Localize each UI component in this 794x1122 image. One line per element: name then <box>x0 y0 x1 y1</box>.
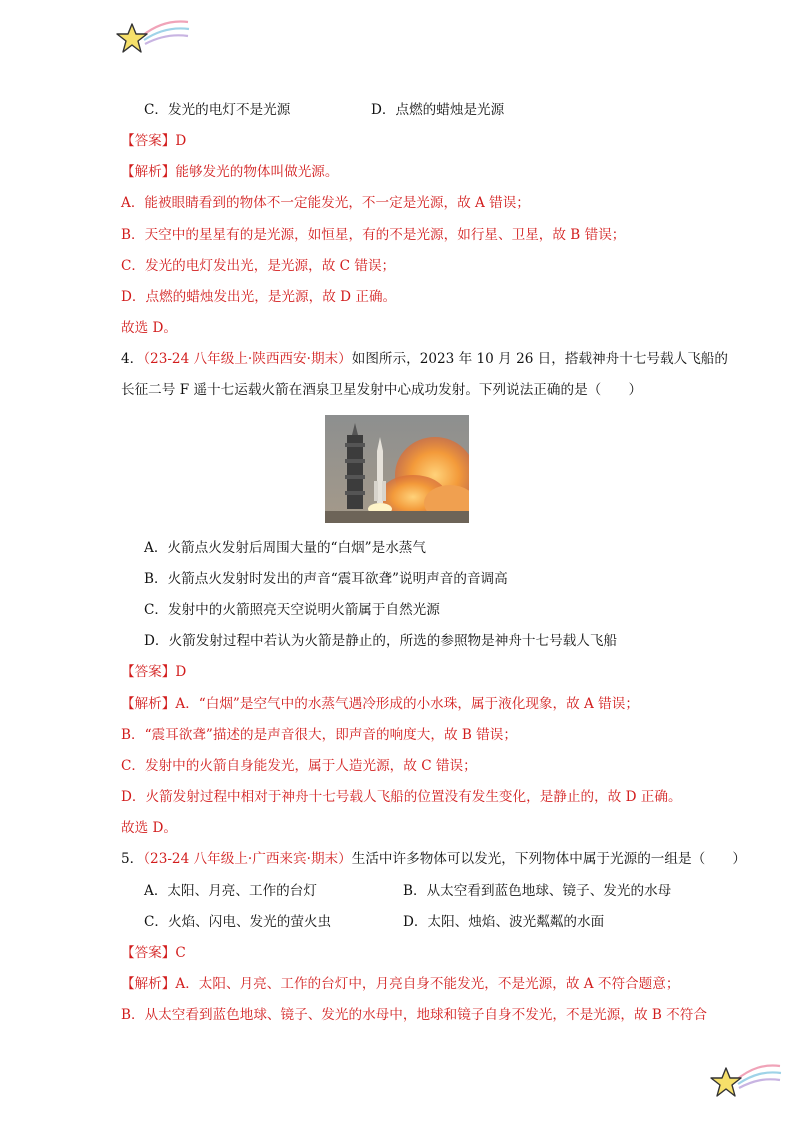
q3-analysis-line: A．能被眼睛看到的物体不一定能发光，不一定是光源，故 A 错误； <box>121 195 530 211</box>
q4-analysis-line: D．火箭发射过程中相对于神舟十七号载人飞船的位置没有发生变化，是静止的，故 D 正确。 <box>121 789 682 805</box>
q3-analysis-line: C．发光的电灯发出光，是光源，故 C 错误； <box>121 258 396 274</box>
analysis-text: A．“白烟”是空气中的水蒸气遇冷形成的小水珠，属于液化现象，故 A 错误； <box>175 696 639 712</box>
answer-value: D <box>175 133 187 149</box>
q3-answer <box>121 132 186 150</box>
q4-stem-line2: 长征二号 F 遥十七运载火箭在酒泉卫星发射中心成功发射。下列说法正确的是（ ） <box>121 382 643 398</box>
q4-answer <box>121 663 186 681</box>
analysis-tag: 【解析】 <box>121 696 176 712</box>
question-number: 5． <box>121 851 144 867</box>
q4-analysis-line: B．“震耳欲聋”描述的是声音很大，即声音的响度大，故 B 错误； <box>121 727 517 743</box>
q4-analysis <box>121 695 639 713</box>
q5-analysis-line: B．从太空看到蓝色地球、镜子、发光的水母中，地球和镜子自身不发光，不是光源，故 B 不符合 <box>121 1007 707 1023</box>
analysis-tag: 【解析】 <box>121 164 176 180</box>
q3-option-d: D．点燃的蜡烛是光源 <box>371 102 505 118</box>
q3-conclusion: 故选 D。 <box>121 320 178 336</box>
rocket-launch-photo <box>325 415 469 523</box>
answer-value: D <box>175 664 187 680</box>
q4-option-a: A．火箭点火发射后周围大量的“白烟”是水蒸气 <box>144 540 426 556</box>
q4-option-d: D．火箭发射过程中若认为火箭是静止的，所选的参照物是神舟十七号载人飞船 <box>144 633 618 649</box>
q4-conclusion: 故选 D。 <box>121 820 178 836</box>
analysis-text: A．太阳、月亮、工作的台灯中，月亮自身不能发光，不是光源，故 A 不符合题意； <box>175 976 680 992</box>
shooting-star-icon <box>706 1058 782 1102</box>
q5-stem <box>121 850 746 868</box>
q3-option-c: C．发光的电灯不是光源 <box>144 102 291 118</box>
q5-option-b: B．从太空看到蓝色地球、镜子、发光的水母 <box>403 883 672 899</box>
analysis-text: 能够发光的物体叫做光源。 <box>175 164 339 180</box>
q5-analysis <box>121 975 679 993</box>
q5-option-d: D．太阳、烛焰、波光粼粼的水面 <box>403 914 605 930</box>
q4-stem-line1 <box>121 350 728 368</box>
q5-option-c: C．火焰、闪电、发光的萤火虫 <box>144 914 332 930</box>
question-stem: 生活中许多物体可以发光，下列物体中属于光源的一组是（ ） <box>351 851 746 867</box>
shooting-star-icon <box>112 14 190 58</box>
q3-analysis <box>121 163 339 181</box>
question-source: （23-24 八年级上·广西来宾·期末） <box>143 851 352 867</box>
q3-analysis-line: D．点燃的蜡烛发出光，是光源，故 D 正确。 <box>121 289 397 305</box>
question-stem: 如图所示，2023 年 10 月 26 日，搭载神舟十七号载人飞船的 <box>351 351 728 367</box>
answer-tag: 【答案】 <box>121 945 176 961</box>
q3-analysis-line: B．天空中的星星有的是光源，如恒星，有的不是光源，如行星、卫星，故 B 错误； <box>121 227 626 243</box>
answer-value: C <box>175 945 186 961</box>
q4-option-b: B．火箭点火发射时发出的声音“震耳欲聋”说明声音的音调高 <box>144 571 508 587</box>
q4-analysis-line: C．发射中的火箭自身能发光，属于人造光源，故 C 错误； <box>121 758 477 774</box>
q4-option-c: C．发射中的火箭照亮天空说明火箭属于自然光源 <box>144 602 440 618</box>
question-number: 4． <box>121 351 144 367</box>
question-source: （23-24 八年级上·陕西西安·期末） <box>143 351 352 367</box>
q5-option-a: A．太阳、月亮、工作的台灯 <box>144 883 317 899</box>
q5-answer <box>121 944 186 962</box>
answer-tag: 【答案】 <box>121 664 176 680</box>
analysis-tag: 【解析】 <box>121 976 176 992</box>
answer-tag: 【答案】 <box>121 133 176 149</box>
